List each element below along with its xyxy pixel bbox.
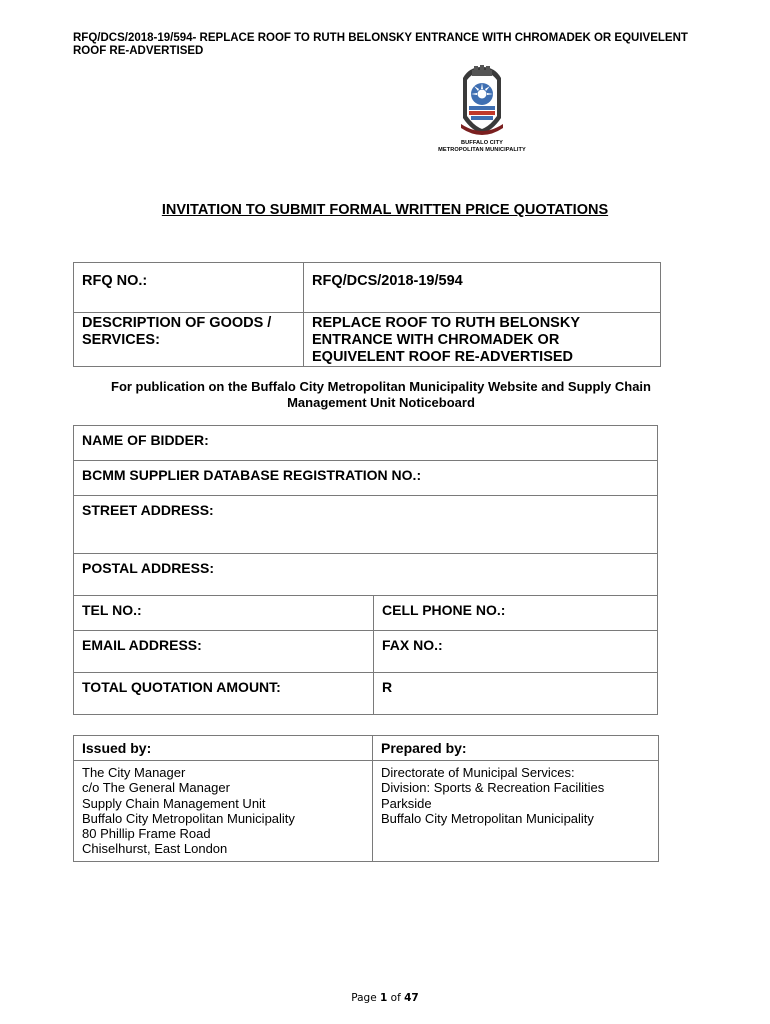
main-heading: INVITATION TO SUBMIT FORMAL WRITTEN PRICE QUOTATIONS bbox=[161, 202, 609, 218]
rfq-number-value: RFQ/DCS/2018-19/594 bbox=[304, 263, 661, 313]
issued-by-line: Buffalo City Metropolitan Municipality bbox=[82, 810, 295, 826]
prepared-by-line: Division: Sports & Recreation Facilities bbox=[381, 780, 605, 796]
postal-address-field: POSTAL ADDRESS: bbox=[74, 554, 658, 596]
page-word: Page bbox=[351, 992, 377, 1004]
municipality-logo bbox=[430, 64, 534, 158]
total-quotation-amount-field: TOTAL QUOTATION AMOUNT: bbox=[74, 673, 374, 715]
name-of-bidder-field: NAME OF BIDDER: bbox=[74, 426, 658, 461]
total-page-count: 47 bbox=[404, 992, 419, 1004]
prepared-by-address bbox=[373, 761, 659, 862]
prepared-by-heading: Prepared by: bbox=[373, 736, 659, 761]
description-row bbox=[74, 313, 661, 367]
street-address-field: STREET ADDRESS: bbox=[74, 496, 658, 554]
tel-no-field: TEL NO.: bbox=[74, 596, 374, 631]
issued-prepared-table bbox=[73, 735, 659, 862]
issued-by-line: The City Manager bbox=[82, 765, 186, 780]
current-page-number: 1 bbox=[380, 992, 388, 1004]
issued-by-address bbox=[74, 761, 373, 862]
bidder-form-table bbox=[73, 425, 658, 715]
issued-by-heading: Issued by: bbox=[74, 736, 373, 761]
issued-by-line: Chiselhurst, East London bbox=[82, 841, 228, 857]
cell-phone-no-field: CELL PHONE NO.: bbox=[374, 596, 658, 631]
email-address-field: EMAIL ADDRESS: bbox=[74, 631, 374, 673]
amount-currency-prefix: R bbox=[374, 673, 658, 715]
registration-no-field: BCMM SUPPLIER DATABASE REGISTRATION NO.: bbox=[74, 461, 658, 496]
issued-by-line: 80 Phillip Frame Road bbox=[82, 826, 211, 842]
prepared-by-line: Directorate of Municipal Services: bbox=[381, 765, 575, 780]
fax-no-field: FAX NO.: bbox=[374, 631, 658, 673]
logo-text-line2: METROPOLITAN MUNICIPALITY bbox=[438, 147, 526, 153]
logo-text-line1: BUFFALO CITY bbox=[461, 140, 503, 146]
issued-by-line: c/o The General Manager bbox=[82, 780, 230, 796]
description-label: DESCRIPTION OF GOODS / SERVICES: bbox=[74, 313, 304, 367]
rfq-number-row bbox=[74, 263, 661, 313]
page-footer bbox=[0, 992, 770, 1004]
rfq-number-label: RFQ NO.: bbox=[74, 263, 304, 313]
description-value: REPLACE ROOF TO RUTH BELONSKY ENTRANCE WITH CHROMADEK OR EQUIVELENT ROOF RE-ADVERTISED bbox=[304, 313, 661, 367]
of-word: of bbox=[390, 992, 401, 1004]
document-header-title: RFQ/DCS/2018-19/594- REPLACE ROOF TO RUTH BELONSKY ENTRANCE WITH CHROMADEK OR EQUIVELENT ROOF RE-ADVERTISED bbox=[73, 32, 688, 57]
coat-of-arms-icon bbox=[457, 64, 507, 138]
prepared-by-line: Buffalo City Metropolitan Municipality bbox=[381, 810, 594, 826]
publication-note: For publication on the Buffalo City Metropolitan Municipality Website and Supply Chain Management Unit Noticeboard bbox=[111, 379, 651, 410]
prepared-by-line: Parkside bbox=[381, 795, 432, 811]
issued-by-line: Supply Chain Management Unit bbox=[82, 795, 266, 811]
rfq-details-table bbox=[73, 262, 661, 367]
